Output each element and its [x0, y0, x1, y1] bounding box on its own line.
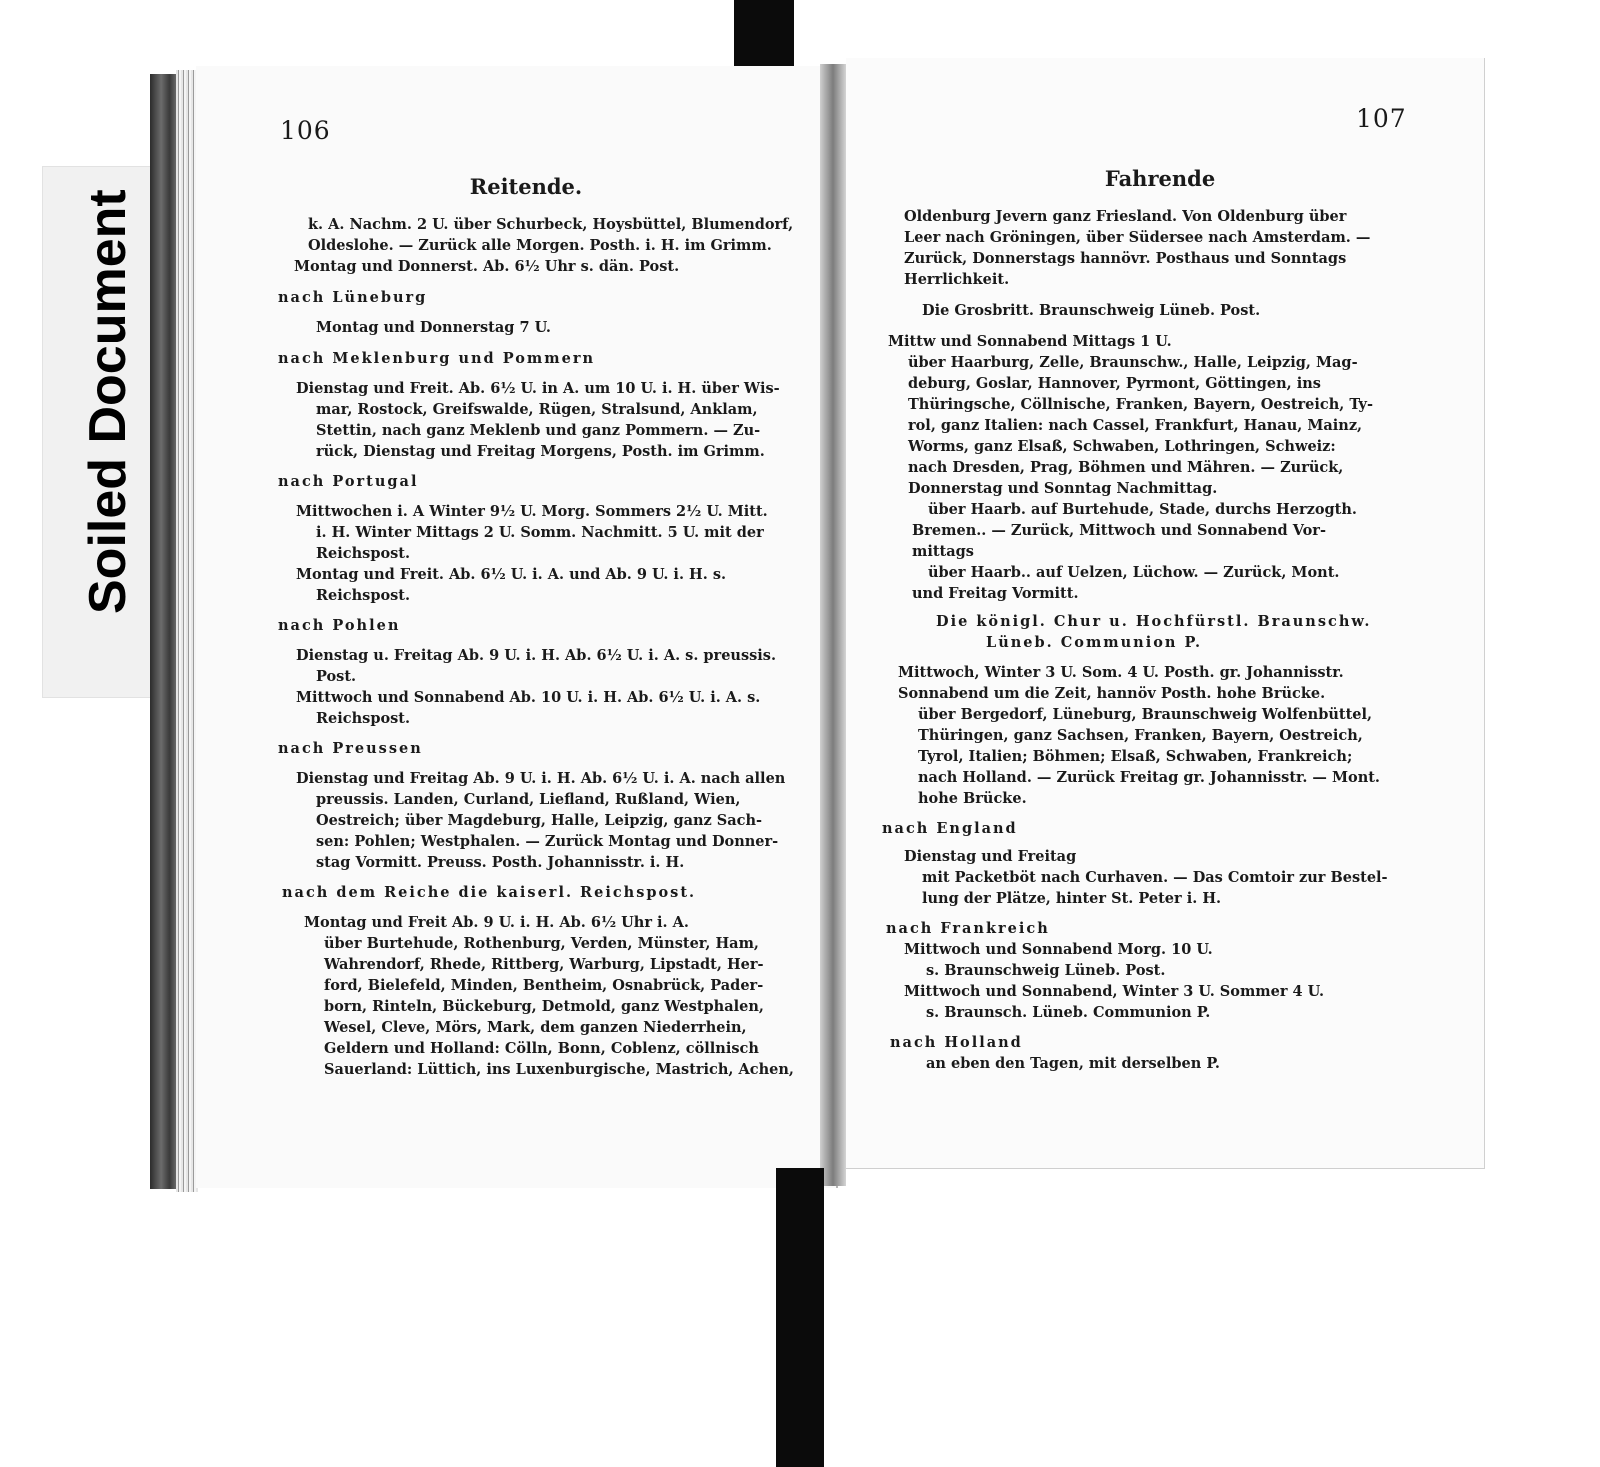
page-heading: Fahrende — [1104, 166, 1216, 191]
text-line: über Haarb.. auf Uelzen, Lüchow. — Zurück, Mont. — [928, 564, 1340, 581]
text-line: Reichspost. — [316, 545, 411, 562]
text-line: Dienstag und Freitag — [904, 848, 1077, 865]
page-stack-edges — [176, 70, 198, 1192]
text-line: lung der Plätze, hinter St. Peter i. H. — [922, 890, 1222, 907]
text-line: Worms, ganz Elsaß, Schwaben, Lothringen, Schweiz: — [908, 438, 1336, 455]
section-heading: nach dem Reiche die kaiserl. Reichspost. — [282, 884, 697, 901]
text-line: Mittwoch und Sonnabend Morg. 10 U. — [904, 941, 1213, 958]
text-line: Oldeslohe. — Zurück alle Morgen. Posth. i. H. im Grimm. — [308, 237, 772, 254]
text-line: über Burtehude, Rothenburg, Verden, Münster, Ham, — [324, 935, 759, 952]
section-heading: Mittw und Sonnabend Mittags 1 U. — [888, 333, 1172, 350]
text-line: Wesel, Cleve, Mörs, Mark, dem ganzen Niederrhein, — [324, 1019, 747, 1036]
text-line: Oldenburg Jevern ganz Friesland. Von Oldenburg über — [904, 208, 1347, 225]
page-number: 106 — [280, 116, 331, 145]
left-page — [196, 66, 838, 1188]
book-gutter — [820, 64, 846, 1186]
section-heading: nach Meklenburg und Pommern — [278, 350, 596, 367]
text-line: Mittwoch, Winter 3 U. Som. 4 U. Posth. gr. Johannisstr. — [898, 664, 1344, 681]
text-line: s. Braunsch. Lüneb. Communion P. — [926, 1004, 1211, 1021]
section-heading: Lüneb. Communion P. — [986, 634, 1203, 651]
text-line: Sauerland: Lüttich, ins Luxenburgische, Mastrich, Achen, — [324, 1061, 794, 1078]
section-heading: nach Pohlen — [278, 617, 401, 634]
text-line: nach Dresden, Prag, Böhmen und Mähren. — Zurück, — [908, 459, 1344, 476]
text-line: Reichspost. — [316, 587, 411, 604]
text-line: rück, Dienstag und Freitag Morgens, Posth. im Grimm. — [316, 443, 765, 460]
text-line: Wahrendorf, Rhede, Rittberg, Warburg, Lipstadt, Her- — [324, 956, 764, 973]
text-line: mar, Rostock, Greifswalde, Rügen, Stralsund, Anklam, — [316, 401, 758, 418]
text-line: über Haarburg, Zelle, Braunschw., Halle, Leipzig, Mag- — [908, 354, 1358, 371]
text-line: Leer nach Gröningen, über Südersee nach Amsterdam. — — [904, 229, 1371, 246]
bookmark-ribbon-bottom — [776, 1168, 824, 1467]
section-heading: nach Preussen — [278, 740, 423, 757]
text-line: Dienstag und Freit. Ab. 6½ U. in A. um 10 U. i. H. über Wis- — [296, 380, 780, 397]
text-line: Montag und Donnerst. Ab. 6½ Uhr s. dän. Post. — [294, 258, 680, 275]
text-line: mittags — [912, 543, 974, 560]
section-heading: Die königl. Chur u. Hochfürstl. Braunschw. — [936, 613, 1372, 630]
text-line: Geldern und Holland: Cölln, Bonn, Coblenz, cöllnisch — [324, 1040, 759, 1057]
section-heading: nach Lüneburg — [278, 289, 428, 306]
section-heading: nach England — [882, 820, 1018, 837]
text-line: Thüringsche, Cöllnische, Franken, Bayern, Oestreich, Ty- — [908, 396, 1373, 413]
text-line: Bremen.. — Zurück, Mittwoch und Sonnabend Vor- — [912, 522, 1326, 539]
text-line: rol, ganz Italien: nach Cassel, Frankfurt, Hanau, Mainz, — [908, 417, 1363, 434]
text-line: Thüringen, ganz Sachsen, Franken, Bayern, Oestreich, — [918, 727, 1363, 744]
text-line: deburg, Goslar, Hannover, Pyrmont, Göttingen, ins — [908, 375, 1321, 392]
text-line: Montag und Donnerstag 7 U. — [316, 319, 551, 336]
text-line: und Freitag Vormitt. — [912, 585, 1079, 602]
text-line: ford, Bielefeld, Minden, Bentheim, Osnabrück, Pader- — [324, 977, 764, 994]
text-line: Montag und Freit. Ab. 6½ U. i. A. und Ab. 9 U. i. H. s. — [296, 566, 727, 583]
text-line: über Bergedorf, Lüneburg, Braunschweig Wolfenbüttel, — [918, 706, 1373, 723]
text-line: Die Grosbritt. Braunschweig Lüneb. Post. — [922, 302, 1261, 319]
stamp-label: Soiled Document — [79, 189, 137, 614]
text-line: Post. — [316, 668, 357, 685]
book-spine-edge — [150, 74, 178, 1189]
text-line: Mittwoch und Sonnabend Ab. 10 U. i. H. Ab. 6½ U. i. A. s. — [296, 689, 761, 706]
text-line: über Haarb. auf Burtehude, Stade, durchs Herzogth. — [928, 501, 1357, 518]
text-line: i. H. Winter Mittags 2 U. Somm. Nachmitt. 5 U. mit der — [316, 524, 764, 541]
right-page — [846, 58, 1485, 1169]
section-heading: nach Holland — [890, 1034, 1023, 1051]
text-line: Dienstag u. Freitag Ab. 9 U. i. H. Ab. 6½ U. i. A. s. preussis. — [296, 647, 777, 664]
text-line: Montag und Freit Ab. 9 U. i. H. Ab. 6½ Uhr i. A. — [304, 914, 689, 931]
text-line: Reichspost. — [316, 710, 411, 727]
text-line: s. Braunschweig Lüneb. Post. — [926, 962, 1166, 979]
text-line: Mittwoch und Sonnabend, Winter 3 U. Sommer 4 U. — [904, 983, 1325, 1000]
page-number: 107 — [1356, 104, 1407, 133]
text-line: nach Holland. — Zurück Freitag gr. Johannisstr. — Mont. — [918, 769, 1380, 786]
text-line: an eben den Tagen, mit derselben P. — [926, 1055, 1220, 1072]
text-line: Zurück, Donnerstags hannövr. Posthaus und Sonntags — [904, 250, 1347, 267]
section-heading: nach Portugal — [278, 473, 419, 490]
text-line: Donnerstag und Sonntag Nachmittag. — [908, 480, 1218, 497]
text-line: hohe Brücke. — [918, 790, 1027, 807]
text-line: Oestreich; über Magdeburg, Halle, Leipzig, ganz Sach- — [316, 812, 763, 829]
text-line: Stettin, nach ganz Meklenb und ganz Pommern. — Zu- — [316, 422, 761, 439]
text-line: Herrlichkeit. — [904, 271, 1010, 288]
text-line: Tyrol, Italien; Böhmen; Elsaß, Schwaben, Frankreich; — [918, 748, 1353, 765]
text-line: mit Packetböt nach Curhaven. — Das Comtoir zur Bestel- — [922, 869, 1388, 886]
text-line: Mittwochen i. A Winter 9½ U. Morg. Sommers 2½ U. Mitt. — [296, 503, 768, 520]
text-line: k. A. Nachm. 2 U. über Schurbeck, Hoysbüttel, Blumendorf, — [308, 216, 794, 233]
text-line: sen: Pohlen; Westphalen. — Zurück Montag und Donner- — [316, 833, 779, 850]
text-line: preussis. Landen, Curland, Liefland, Rußland, Wien, — [316, 791, 741, 808]
text-line: born, Rinteln, Bückeburg, Detmold, ganz Westphalen, — [324, 998, 764, 1015]
text-line: Dienstag und Freitag Ab. 9 U. i. H. Ab. 6½ U. i. A. nach allen — [296, 770, 786, 787]
page-heading: Reitende. — [469, 174, 583, 199]
text-line: stag Vormitt. Preuss. Posth. Johannisstr. i. H. — [316, 854, 685, 871]
text-line: Sonnabend um die Zeit, hannöv Posth. hohe Brücke. — [898, 685, 1326, 702]
section-heading: nach Frankreich — [886, 920, 1050, 937]
